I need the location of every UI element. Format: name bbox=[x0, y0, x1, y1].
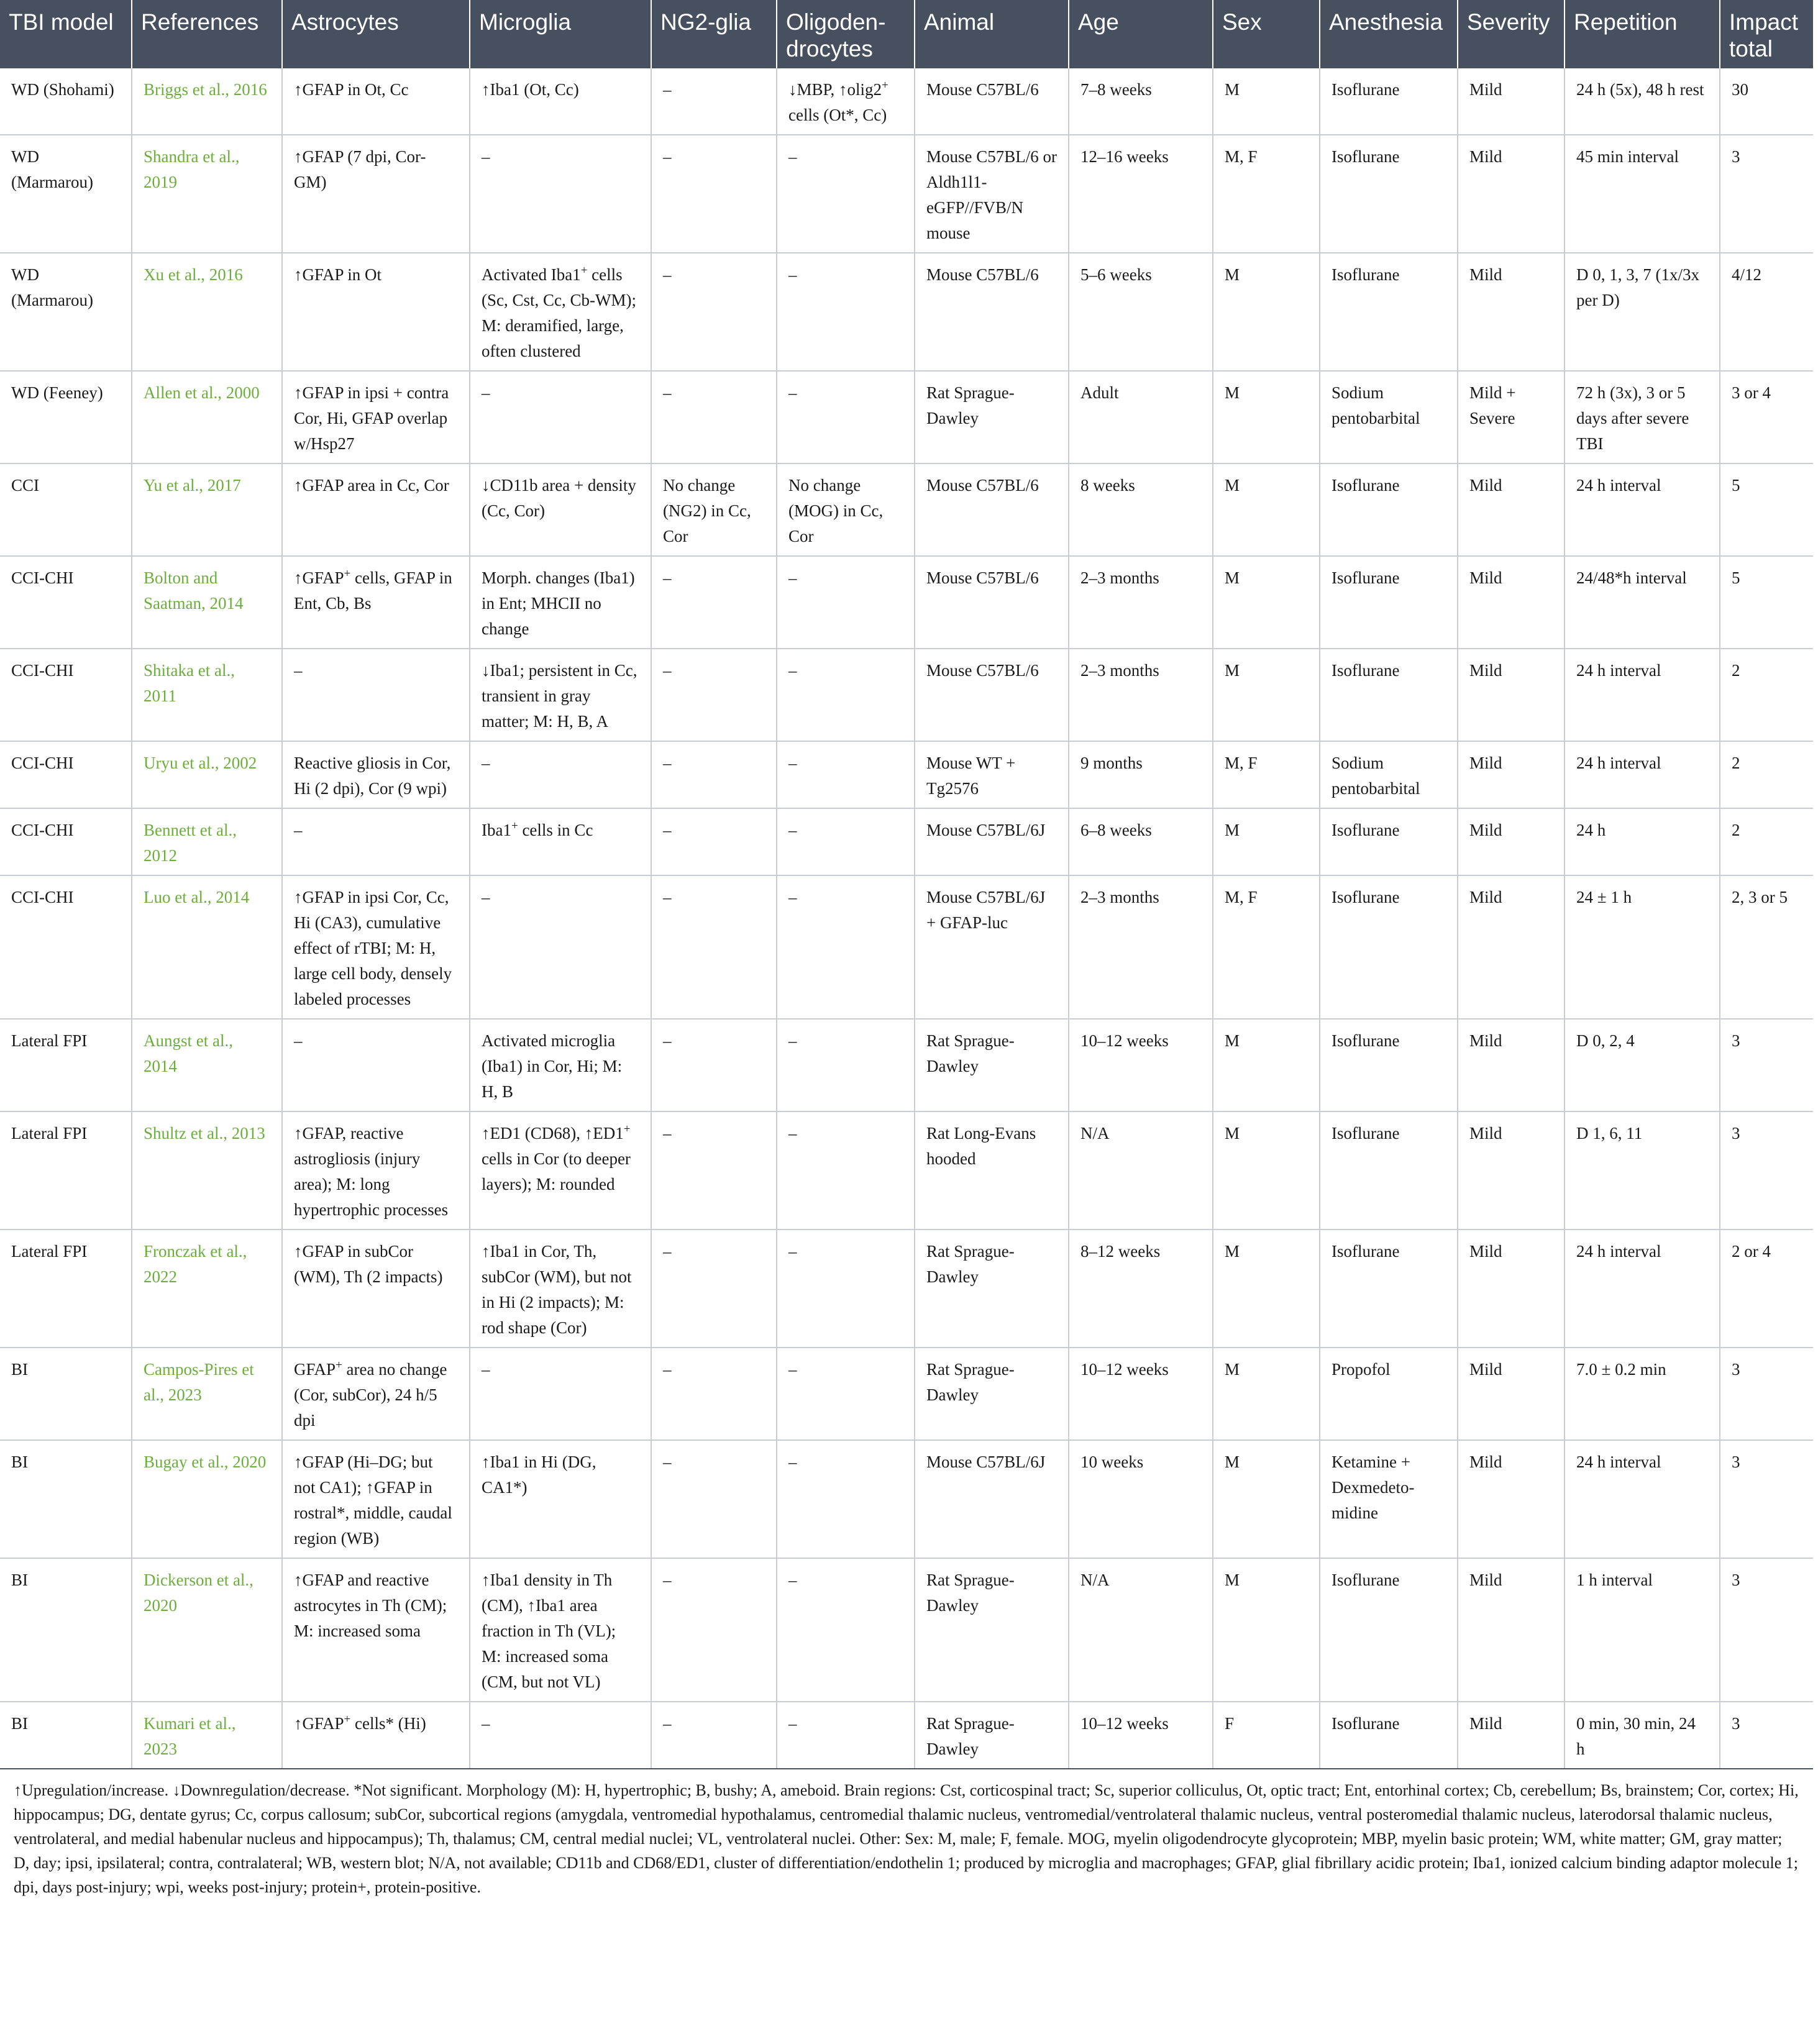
cell-animal: Rat Sprague-Dawley bbox=[915, 1348, 1069, 1440]
col-header-references: References bbox=[132, 0, 282, 68]
cell-oligodendrocytes: No change (MOG) in Cc, Cor bbox=[777, 463, 915, 556]
cell-astrocytes: ↑GFAP in Ot bbox=[282, 253, 470, 371]
cell-severity: Mild bbox=[1458, 556, 1564, 649]
cell-ng2-glia: – bbox=[651, 808, 777, 875]
table-row bbox=[0, 1440, 1813, 1558]
table-row bbox=[0, 1558, 1813, 1702]
cell-sex: M bbox=[1213, 1558, 1320, 1702]
cell-astrocytes: ↑GFAP in ipsi Cor, Cc, Hi (CA3), cumulative effect of rTBI; M: H, large cell body, densely labeled processes bbox=[282, 875, 470, 1019]
cell-ng2-glia: – bbox=[651, 556, 777, 649]
cell-impact-total: 5 bbox=[1720, 556, 1813, 649]
cell-animal: Mouse C57BL/6 bbox=[915, 68, 1069, 135]
cell-severity: Mild bbox=[1458, 875, 1564, 1019]
cell-microglia: ↓Iba1; persistent in Cc, transient in gray matter; M: H, B, A bbox=[470, 649, 651, 741]
cell-ng2-glia: – bbox=[651, 1230, 777, 1348]
cell-anesthesia: Sodium pentobarbital bbox=[1320, 371, 1458, 463]
cell-microglia: – bbox=[470, 135, 651, 253]
cell-sex: M bbox=[1213, 1111, 1320, 1230]
cell-age: 10 weeks bbox=[1069, 1440, 1213, 1558]
cell-microglia: ↑Iba1 (Ot, Cc) bbox=[470, 68, 651, 135]
cell-ng2-glia: – bbox=[651, 1702, 777, 1769]
cell-impact-total: 3 bbox=[1720, 1111, 1813, 1230]
cell-tbi-model: BI bbox=[0, 1440, 132, 1558]
cell-age: 9 months bbox=[1069, 741, 1213, 808]
cell-age: 8 weeks bbox=[1069, 463, 1213, 556]
cell-astrocytes: GFAP+ area no change (Cor, subCor), 24 h/5 dpi bbox=[282, 1348, 470, 1440]
cell-severity: Mild bbox=[1458, 741, 1564, 808]
cell-repetition: 72 h (3x), 3 or 5 days after severe TBI bbox=[1564, 371, 1720, 463]
cell-repetition: 0 min, 30 min, 24 h bbox=[1564, 1702, 1720, 1769]
cell-impact-total: 4/12 bbox=[1720, 253, 1813, 371]
table-row bbox=[0, 741, 1813, 808]
table-row bbox=[0, 1348, 1813, 1440]
cell-anesthesia: Isoflurane bbox=[1320, 68, 1458, 135]
cell-age: 10–12 weeks bbox=[1069, 1348, 1213, 1440]
cell-microglia: Iba1+ cells in Cc bbox=[470, 808, 651, 875]
table-row bbox=[0, 1111, 1813, 1230]
cell-ng2-glia: – bbox=[651, 68, 777, 135]
cell-astrocytes: ↑GFAP+ cells, GFAP in Ent, Cb, Bs bbox=[282, 556, 470, 649]
cell-oligodendrocytes: – bbox=[777, 1111, 915, 1230]
cell-tbi-model: BI bbox=[0, 1702, 132, 1769]
cell-reference-link[interactable]: Yu et al., 2017 bbox=[132, 463, 282, 556]
col-header-astrocytes: Astrocytes bbox=[282, 0, 470, 68]
cell-reference-link[interactable]: Shandra et al., 2019 bbox=[132, 135, 282, 253]
cell-astrocytes: ↑GFAP in ipsi + contra Cor, Hi, GFAP overlap w/Hsp27 bbox=[282, 371, 470, 463]
cell-microglia: – bbox=[470, 1702, 651, 1769]
cell-repetition: D 1, 6, 11 bbox=[1564, 1111, 1720, 1230]
cell-oligodendrocytes: – bbox=[777, 253, 915, 371]
col-header-tbi-model: TBI model bbox=[0, 0, 132, 68]
cell-oligodendrocytes: – bbox=[777, 135, 915, 253]
cell-repetition: D 0, 2, 4 bbox=[1564, 1019, 1720, 1111]
table-row bbox=[0, 371, 1813, 463]
cell-astrocytes: ↑GFAP area in Cc, Cor bbox=[282, 463, 470, 556]
cell-reference-link[interactable]: Allen et al., 2000 bbox=[132, 371, 282, 463]
cell-repetition: 24 h (5x), 48 h rest bbox=[1564, 68, 1720, 135]
cell-ng2-glia: – bbox=[651, 1558, 777, 1702]
cell-microglia: ↑Iba1 density in Th (CM), ↑Iba1 area fraction in Th (VL); M: increased soma (CM, but not VL) bbox=[470, 1558, 651, 1702]
table-body bbox=[0, 68, 1813, 1769]
cell-astrocytes: Reactive gliosis in Cor, Hi (2 dpi), Cor (9 wpi) bbox=[282, 741, 470, 808]
cell-impact-total: 3 bbox=[1720, 1348, 1813, 1440]
cell-oligodendrocytes: – bbox=[777, 1230, 915, 1348]
cell-sex: M bbox=[1213, 808, 1320, 875]
cell-ng2-glia: – bbox=[651, 253, 777, 371]
cell-anesthesia: Isoflurane bbox=[1320, 1019, 1458, 1111]
cell-microglia: ↑ED1 (CD68), ↑ED1+ cells in Cor (to deeper layers); M: rounded bbox=[470, 1111, 651, 1230]
cell-reference-link[interactable]: Uryu et al., 2002 bbox=[132, 741, 282, 808]
cell-ng2-glia: – bbox=[651, 649, 777, 741]
cell-animal: Mouse C57BL/6J bbox=[915, 1440, 1069, 1558]
cell-reference-link[interactable]: Kumari et al., 2023 bbox=[132, 1702, 282, 1769]
cell-tbi-model: WD (Shohami) bbox=[0, 68, 132, 135]
cell-repetition: D 0, 1, 3, 7 (1x/3x per D) bbox=[1564, 253, 1720, 371]
cell-microglia: ↑Iba1 in Hi (DG, CA1*) bbox=[470, 1440, 651, 1558]
cell-impact-total: 2, 3 or 5 bbox=[1720, 875, 1813, 1019]
cell-anesthesia: Ketamine + Dexmedeto-midine bbox=[1320, 1440, 1458, 1558]
cell-microglia: Activated microglia (Iba1) in Cor, Hi; M: H, B bbox=[470, 1019, 651, 1111]
cell-impact-total: 2 bbox=[1720, 808, 1813, 875]
cell-severity: Mild bbox=[1458, 1019, 1564, 1111]
table-row bbox=[0, 1702, 1813, 1769]
cell-repetition: 24 h interval bbox=[1564, 1230, 1720, 1348]
cell-age: Adult bbox=[1069, 371, 1213, 463]
cell-severity: Mild bbox=[1458, 808, 1564, 875]
col-header-severity: Severity bbox=[1458, 0, 1564, 68]
cell-oligodendrocytes: – bbox=[777, 649, 915, 741]
cell-animal: Rat Sprague-Dawley bbox=[915, 1230, 1069, 1348]
cell-severity: Mild bbox=[1458, 463, 1564, 556]
cell-reference-link[interactable]: Fronczak et al., 2022 bbox=[132, 1230, 282, 1348]
cell-impact-total: 2 bbox=[1720, 741, 1813, 808]
table-row bbox=[0, 649, 1813, 741]
table-row bbox=[0, 808, 1813, 875]
cell-severity: Mild bbox=[1458, 1558, 1564, 1702]
cell-impact-total: 3 bbox=[1720, 1440, 1813, 1558]
cell-oligodendrocytes: – bbox=[777, 875, 915, 1019]
cell-tbi-model: CCI-CHI bbox=[0, 741, 132, 808]
cell-severity: Mild bbox=[1458, 649, 1564, 741]
cell-animal: Rat Sprague-Dawley bbox=[915, 1702, 1069, 1769]
cell-age: 10–12 weeks bbox=[1069, 1019, 1213, 1111]
cell-animal: Mouse C57BL/6 bbox=[915, 556, 1069, 649]
cell-astrocytes: ↑GFAP in subCor (WM), Th (2 impacts) bbox=[282, 1230, 470, 1348]
cell-reference-link[interactable]: Bugay et al., 2020 bbox=[132, 1440, 282, 1558]
col-header-oligodendrocytes: Oligoden-drocytes bbox=[777, 0, 915, 68]
cell-repetition: 24 h bbox=[1564, 808, 1720, 875]
cell-sex: M bbox=[1213, 253, 1320, 371]
cell-ng2-glia: – bbox=[651, 1440, 777, 1558]
col-header-sex: Sex bbox=[1213, 0, 1320, 68]
cell-sex: M, F bbox=[1213, 875, 1320, 1019]
cell-reference-link[interactable]: Shitaka et al., 2011 bbox=[132, 649, 282, 741]
cell-astrocytes: ↑GFAP in Ot, Cc bbox=[282, 68, 470, 135]
cell-oligodendrocytes: – bbox=[777, 741, 915, 808]
table-header bbox=[0, 0, 1813, 68]
cell-anesthesia: Isoflurane bbox=[1320, 1111, 1458, 1230]
cell-ng2-glia: – bbox=[651, 1111, 777, 1230]
cell-tbi-model: WD (Marmarou) bbox=[0, 135, 132, 253]
cell-sex: M bbox=[1213, 649, 1320, 741]
cell-age: 5–6 weeks bbox=[1069, 253, 1213, 371]
cell-sex: M bbox=[1213, 463, 1320, 556]
cell-ng2-glia: – bbox=[651, 1348, 777, 1440]
cell-sex: M bbox=[1213, 1440, 1320, 1558]
cell-astrocytes: ↑GFAP+ cells* (Hi) bbox=[282, 1702, 470, 1769]
cell-repetition: 45 min interval bbox=[1564, 135, 1720, 253]
cell-impact-total: 3 bbox=[1720, 1558, 1813, 1702]
cell-sex: F bbox=[1213, 1702, 1320, 1769]
cell-age: 7–8 weeks bbox=[1069, 68, 1213, 135]
cell-severity: Mild bbox=[1458, 1440, 1564, 1558]
table-row bbox=[0, 556, 1813, 649]
table-row bbox=[0, 135, 1813, 253]
cell-animal: Rat Sprague-Dawley bbox=[915, 1019, 1069, 1111]
cell-oligodendrocytes: – bbox=[777, 1348, 915, 1440]
cell-reference-link[interactable]: Dickerson et al., 2020 bbox=[132, 1558, 282, 1702]
cell-ng2-glia: – bbox=[651, 135, 777, 253]
cell-severity: Mild bbox=[1458, 1702, 1564, 1769]
cell-animal: Mouse C57BL/6 bbox=[915, 463, 1069, 556]
cell-severity: Mild + Severe bbox=[1458, 371, 1564, 463]
cell-animal: Mouse C57BL/6 bbox=[915, 253, 1069, 371]
cell-age: 2–3 months bbox=[1069, 875, 1213, 1019]
cell-tbi-model: Lateral FPI bbox=[0, 1019, 132, 1111]
table-row bbox=[0, 253, 1813, 371]
col-header-age: Age bbox=[1069, 0, 1213, 68]
cell-sex: M, F bbox=[1213, 741, 1320, 808]
cell-ng2-glia: – bbox=[651, 875, 777, 1019]
cell-anesthesia: Isoflurane bbox=[1320, 649, 1458, 741]
cell-severity: Mild bbox=[1458, 1230, 1564, 1348]
cell-severity: Mild bbox=[1458, 1111, 1564, 1230]
cell-tbi-model: CCI bbox=[0, 463, 132, 556]
cell-oligodendrocytes: – bbox=[777, 1019, 915, 1111]
cell-severity: Mild bbox=[1458, 68, 1564, 135]
cell-astrocytes: ↑GFAP, reactive astrogliosis (injury area); M: long hypertrophic processes bbox=[282, 1111, 470, 1230]
cell-astrocytes: – bbox=[282, 649, 470, 741]
cell-anesthesia: Isoflurane bbox=[1320, 1558, 1458, 1702]
cell-microglia: – bbox=[470, 741, 651, 808]
cell-tbi-model: WD (Feeney) bbox=[0, 371, 132, 463]
cell-animal: Rat Long-Evans hooded bbox=[915, 1111, 1069, 1230]
cell-astrocytes: ↑GFAP (7 dpi, Cor-GM) bbox=[282, 135, 470, 253]
cell-astrocytes: ↑GFAP (Hi–DG; but not CA1); ↑GFAP in rostral*, middle, caudal region (WB) bbox=[282, 1440, 470, 1558]
cell-animal: Mouse WT + Tg2576 bbox=[915, 741, 1069, 808]
cell-age: 10–12 weeks bbox=[1069, 1702, 1213, 1769]
cell-reference-link[interactable]: Bolton and Saatman, 2014 bbox=[132, 556, 282, 649]
cell-reference-link[interactable]: Briggs et al., 2016 bbox=[132, 68, 282, 135]
cell-ng2-glia: – bbox=[651, 371, 777, 463]
cell-animal: Rat Sprague-Dawley bbox=[915, 1558, 1069, 1702]
cell-anesthesia: Isoflurane bbox=[1320, 135, 1458, 253]
cell-impact-total: 2 bbox=[1720, 649, 1813, 741]
cell-sex: M, F bbox=[1213, 135, 1320, 253]
cell-repetition: 1 h interval bbox=[1564, 1558, 1720, 1702]
cell-tbi-model: CCI-CHI bbox=[0, 875, 132, 1019]
table-row bbox=[0, 1230, 1813, 1348]
cell-anesthesia: Propofol bbox=[1320, 1348, 1458, 1440]
col-header-impact-total: Impact total bbox=[1720, 0, 1813, 68]
cell-age: 12–16 weeks bbox=[1069, 135, 1213, 253]
cell-sex: M bbox=[1213, 68, 1320, 135]
cell-age: 8–12 weeks bbox=[1069, 1230, 1213, 1348]
cell-tbi-model: CCI-CHI bbox=[0, 649, 132, 741]
col-header-ng2-glia: NG2-glia bbox=[651, 0, 777, 68]
cell-tbi-model: Lateral FPI bbox=[0, 1111, 132, 1230]
cell-repetition: 7.0 ± 0.2 min bbox=[1564, 1348, 1720, 1440]
cell-severity: Mild bbox=[1458, 135, 1564, 253]
cell-impact-total: 3 or 4 bbox=[1720, 371, 1813, 463]
cell-oligodendrocytes: – bbox=[777, 1558, 915, 1702]
cell-animal: Mouse C57BL/6J + GFAP-luc bbox=[915, 875, 1069, 1019]
cell-anesthesia: Isoflurane bbox=[1320, 253, 1458, 371]
table-row bbox=[0, 463, 1813, 556]
cell-anesthesia: Isoflurane bbox=[1320, 1230, 1458, 1348]
col-header-anesthesia: Anesthesia bbox=[1320, 0, 1458, 68]
cell-repetition: 24/48*h interval bbox=[1564, 556, 1720, 649]
cell-tbi-model: Lateral FPI bbox=[0, 1230, 132, 1348]
col-header-animal: Animal bbox=[915, 0, 1069, 68]
cell-reference-link[interactable]: Luo et al., 2014 bbox=[132, 875, 282, 1019]
cell-tbi-model: CCI-CHI bbox=[0, 808, 132, 875]
cell-microglia: Activated Iba1+ cells (Sc, Cst, Cc, Cb-WM); M: deramified, large, often clustered bbox=[470, 253, 651, 371]
cell-impact-total: 2 or 4 bbox=[1720, 1230, 1813, 1348]
cell-age: 2–3 months bbox=[1069, 649, 1213, 741]
cell-age: N/A bbox=[1069, 1111, 1213, 1230]
cell-sex: M bbox=[1213, 1348, 1320, 1440]
cell-tbi-model: BI bbox=[0, 1348, 132, 1440]
cell-reference-link[interactable]: Xu et al., 2016 bbox=[132, 253, 282, 371]
cell-ng2-glia: – bbox=[651, 741, 777, 808]
cell-animal: Mouse C57BL/6J bbox=[915, 808, 1069, 875]
table-row bbox=[0, 68, 1813, 135]
cell-ng2-glia: – bbox=[651, 1019, 777, 1111]
cell-anesthesia: Isoflurane bbox=[1320, 875, 1458, 1019]
cell-repetition: 24 h interval bbox=[1564, 463, 1720, 556]
cell-age: 6–8 weeks bbox=[1069, 808, 1213, 875]
cell-microglia: – bbox=[470, 1348, 651, 1440]
cell-microglia: – bbox=[470, 875, 651, 1019]
table-footnote: ↑Upregulation/increase. ↓Downregulation/decrease. *Not significant. Morphology (M): H, hypertrophic; B, bushy; A, ameboid. Brain regions: Cst, corticospinal tract; Sc, superior colliculus, Ot, optic tract; Ent, entorhinal cortex; Cb, cerebellum; Bs, brainstem; Cor, cortex; Hi, hippocampus; DG, dentate gyrus; Cc, corpus callosum; subCor, subcortical regions (amygdala, ventromedial hypothalamus, centromedial thalamic nucleus, ventromedial/ventrolateral thalamic nucleus, ventral posteromedial thalamic nucleus, laterodorsal thalamic nucleus, ventrolateral, and medial habenular nucleus and hippocampus); Th, thalamus; CM, central medial nuclei; VL, ventrolateral nuclei. Other: Sex: M, male; F, female. MOG, myelin oligodendrocyte glycoprotein; MBP, myelin basic protein; WM, white matter; GM, gray matter; D, day; ipsi, ipsilateral; contra, contralateral; WB, western blot; N/A, not available; CD11b and CD68/ED1, cluster of differentiation/endothelin 1; produced by microglia and macrophages; GFAP, glial fibrillary acidic protein; Iba1, ionized calcium binding adaptor molecule 1; dpi, days post-injury; wpi, weeks post-injury; protein+, protein-positive. bbox=[14, 1781, 1799, 1896]
cell-severity: Mild bbox=[1458, 253, 1564, 371]
table-row bbox=[0, 875, 1813, 1019]
cell-astrocytes: – bbox=[282, 808, 470, 875]
cell-anesthesia: Isoflurane bbox=[1320, 556, 1458, 649]
cell-oligodendrocytes: ↓MBP, ↑olig2+ cells (Ot*, Cc) bbox=[777, 68, 915, 135]
cell-impact-total: 3 bbox=[1720, 1019, 1813, 1111]
cell-animal: Rat Sprague-Dawley bbox=[915, 371, 1069, 463]
cell-sex: M bbox=[1213, 371, 1320, 463]
cell-impact-total: 5 bbox=[1720, 463, 1813, 556]
cell-sex: M bbox=[1213, 1230, 1320, 1348]
cell-reference-link[interactable]: Shultz et al., 2013 bbox=[132, 1111, 282, 1230]
cell-age: 2–3 months bbox=[1069, 556, 1213, 649]
cell-repetition: 24 h interval bbox=[1564, 741, 1720, 808]
cell-severity: Mild bbox=[1458, 1348, 1564, 1440]
cell-impact-total: 3 bbox=[1720, 1702, 1813, 1769]
col-header-repetition: Repetition bbox=[1564, 0, 1720, 68]
cell-sex: M bbox=[1213, 556, 1320, 649]
cell-tbi-model: CCI-CHI bbox=[0, 556, 132, 649]
cell-animal: Mouse C57BL/6 or Aldh1l1-eGFP//FVB/N mouse bbox=[915, 135, 1069, 253]
cell-sex: M bbox=[1213, 1019, 1320, 1111]
table-row bbox=[0, 1019, 1813, 1111]
cell-microglia: ↑Iba1 in Cor, Th, subCor (WM), but not in Hi (2 impacts); M: rod shape (Cor) bbox=[470, 1230, 651, 1348]
cell-animal: Mouse C57BL/6 bbox=[915, 649, 1069, 741]
cell-anesthesia: Isoflurane bbox=[1320, 463, 1458, 556]
header-row bbox=[0, 0, 1813, 68]
cell-ng2-glia: No change (NG2) in Cc, Cor bbox=[651, 463, 777, 556]
cell-anesthesia: Sodium pentobarbital bbox=[1320, 741, 1458, 808]
cell-impact-total: 3 bbox=[1720, 135, 1813, 253]
cell-tbi-model: WD (Marmarou) bbox=[0, 253, 132, 371]
cell-microglia: – bbox=[470, 371, 651, 463]
cell-impact-total: 30 bbox=[1720, 68, 1813, 135]
cell-reference-link[interactable]: Campos-Pires et al., 2023 bbox=[132, 1348, 282, 1440]
cell-astrocytes: ↑GFAP and reactive astrocytes in Th (CM); M: increased soma bbox=[282, 1558, 470, 1702]
cell-reference-link[interactable]: Aungst et al., 2014 bbox=[132, 1019, 282, 1111]
cell-oligodendrocytes: – bbox=[777, 1440, 915, 1558]
cell-anesthesia: Isoflurane bbox=[1320, 808, 1458, 875]
cell-oligodendrocytes: – bbox=[777, 808, 915, 875]
cell-microglia: Morph. changes (Iba1) in Ent; MHCII no change bbox=[470, 556, 651, 649]
cell-tbi-model: BI bbox=[0, 1558, 132, 1702]
cell-oligodendrocytes: – bbox=[777, 1702, 915, 1769]
cell-anesthesia: Isoflurane bbox=[1320, 1702, 1458, 1769]
col-header-microglia: Microglia bbox=[470, 0, 651, 68]
cell-microglia: ↓CD11b area + density (Cc, Cor) bbox=[470, 463, 651, 556]
cell-age: N/A bbox=[1069, 1558, 1213, 1702]
cell-repetition: 24 h interval bbox=[1564, 649, 1720, 741]
cell-repetition: 24 ± 1 h bbox=[1564, 875, 1720, 1019]
cell-astrocytes: – bbox=[282, 1019, 470, 1111]
cell-oligodendrocytes: – bbox=[777, 371, 915, 463]
cell-repetition: 24 h interval bbox=[1564, 1440, 1720, 1558]
cell-oligodendrocytes: – bbox=[777, 556, 915, 649]
cell-reference-link[interactable]: Bennett et al., 2012 bbox=[132, 808, 282, 875]
